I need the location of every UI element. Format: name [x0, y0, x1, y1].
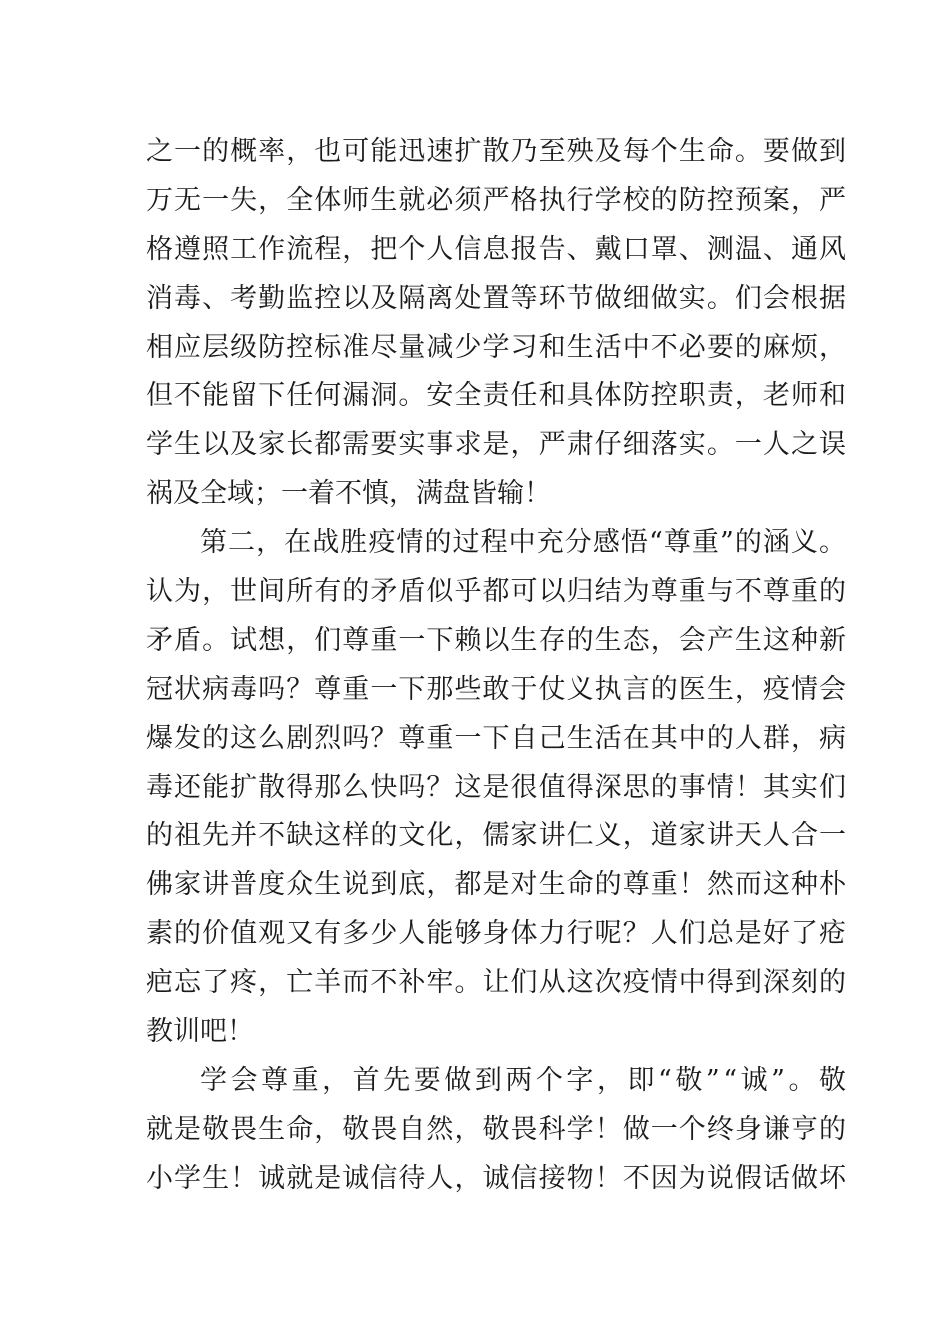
text-line: 爆发的这么剧烈吗？尊重一下自己生活在其中的人群，病 [146, 722, 848, 754]
text-line: 第二，在战胜疫情的过程中充分感悟“尊重”的涵义。 [200, 527, 848, 559]
text-line: 疤忘了疼，亡羊而不补牢。让们从这次疫情中得到深刻的 [146, 967, 848, 999]
text-line: 佛家讲普度众生说到底，都是对生命的尊重！然而这种朴 [146, 869, 848, 901]
text-line: 学会尊重，首先要做到两个字，即“敬”“诚”。敬 [200, 1064, 850, 1096]
text-line: 素的价值观又有多少人能够身体力行呢？人们总是好了疮 [146, 918, 848, 950]
text-line: 万无一失，全体师生就必须严格执行学校的防控预案，严 [146, 184, 848, 216]
text-line: 冠状病毒吗？尊重一下那些敢于仗义执言的医生，疫情会 [146, 673, 848, 705]
text-line: 之一的概率，也可能迅速扩散乃至殃及每个生命。要做到 [146, 136, 848, 167]
text-line: 祸及全域；一着不慎，满盘皆输！ [146, 478, 551, 510]
text-line: 消毒、考勤监控以及隔离处置等环节做细做实。们会根据 [146, 282, 848, 314]
text-line: 教训吧！ [146, 1016, 254, 1048]
text-line: 认为，世间所有的矛盾似乎都可以归结为尊重与不尊重的 [146, 576, 848, 608]
text-line: 但不能留下任何漏洞。安全责任和具体防控职责，老师和 [146, 380, 848, 412]
text-line: 格遵照工作流程，把个人信息报告、戴口罩、测温、通风 [146, 233, 848, 265]
text-line: 小学生！诚就是诚信待人，诚信接物！不因为说假话做坏 [146, 1162, 848, 1194]
text-line: 毒还能扩散得那么快吗？这是很值得深思的事情！其实们 [146, 771, 848, 803]
text-line: 的祖先并不缺这样的文化，儒家讲仁义，道家讲天人合一 [146, 820, 848, 852]
text-line: 就是敬畏生命，敬畏自然，敬畏科学！做一个终身谦亨的 [146, 1113, 848, 1145]
text-line: 相应层级防控标准尽量减少学习和生活中不必要的麻烦， [146, 331, 848, 363]
document-body [146, 128, 850, 1204]
text-line: 学生以及家长都需要实事求是，严肃仔细落实。一人之误 [146, 429, 848, 461]
text-line: 矛盾。试想，们尊重一下赖以生存的生态，会产生这种新 [146, 624, 848, 656]
